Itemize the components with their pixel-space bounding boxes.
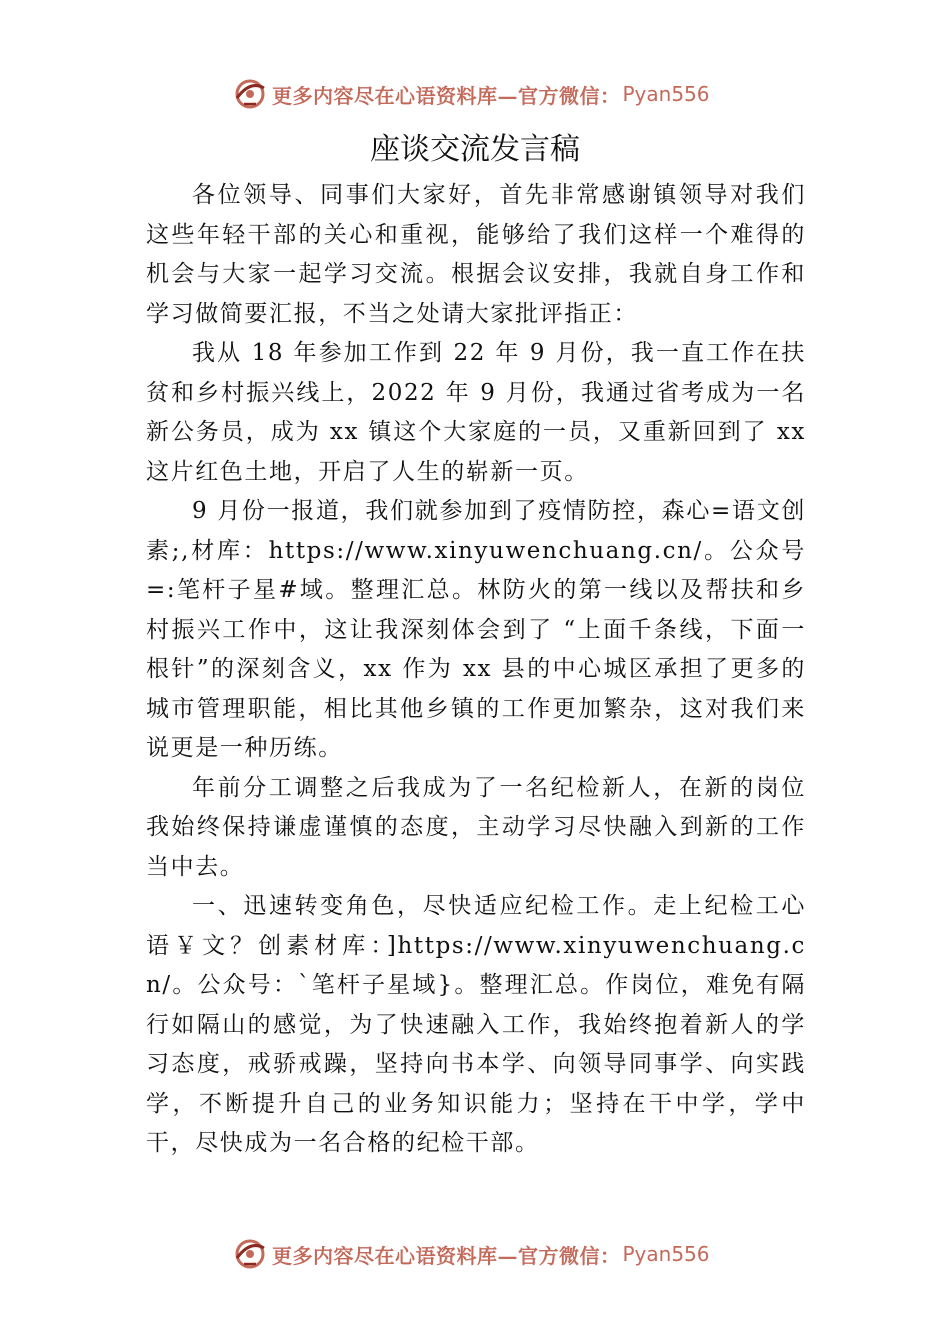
banner-wechat-id: Pyan556 xyxy=(622,82,710,106)
banner-text: 更多内容尽在心语资料库—官方微信： xyxy=(272,1243,621,1268)
header-watermark-banner xyxy=(232,74,710,114)
paragraph: 9 月份一报道，我们就参加到了疫情防控，森心=语文创素;,材库：https://www.xinyuwenchuang.cn/。公众号=:笔杆子星#域。整理汇总。林防火的第一线以及帮扶和乡村振兴工作中，这让我深刻体会到了 “上面千条线，下面一根针”的深刻含义，xx 作为 xx 县的中心城区承担了更多的城市管理职能，相比其他乡镇的工作更加繁杂，这对我们来说更是一种历练。 xyxy=(146,498,806,761)
brand-logo-icon xyxy=(232,76,268,112)
footer-watermark-banner xyxy=(232,1234,710,1274)
banner-wechat-id: Pyan556 xyxy=(622,1242,710,1266)
paragraph: 一、迅速转变角色，尽快适应纪检工作。走上纪检工心语￥文？创素材库：]https://www.xinyuwenchuang.cn/。公众号：`笔杆子星域}。整理汇总。作岗位，难免有隔行如隔山的感觉，为了快速融入工作，我始终抱着新人的学习态度，戒骄戒躁，坚持向书本学、向领导同事学、向实践学，不断提升自己的业务知识能力；坚持在干中学，学中干，尽快成为一名合格的纪检干部。 xyxy=(146,893,806,1156)
paragraph: 我从 18 年参加工作到 22 年 9 月份，我一直工作在扶贫和乡村振兴线上，2022 年 9 月份，我通过省考成为一名新公务员，成为 xx 镇这个大家庭的一员，又重新回到了 xx 这片红色土地，开启了人生的崭新一页。 xyxy=(146,340,806,485)
brand-logo-icon xyxy=(232,1236,268,1272)
paragraph: 各位领导、同事们大家好，首先非常感谢镇领导对我们这些年轻干部的关心和重视，能够给了我们这样一个难得的机会与大家一起学习交流。根据会议安排，我就自身工作和学习做简要汇报，不当之处请大家批评指正： xyxy=(146,182,806,327)
document-body xyxy=(146,176,806,1164)
banner-text: 更多内容尽在心语资料库—官方微信： xyxy=(272,83,621,108)
document-title: 座谈交流发言稿 xyxy=(370,132,580,167)
paragraph: 年前分工调整之后我成为了一名纪检新人，在新的岗位我始终保持谦虚谨慎的态度，主动学习尽快融入到新的工作当中去。 xyxy=(146,774,806,880)
